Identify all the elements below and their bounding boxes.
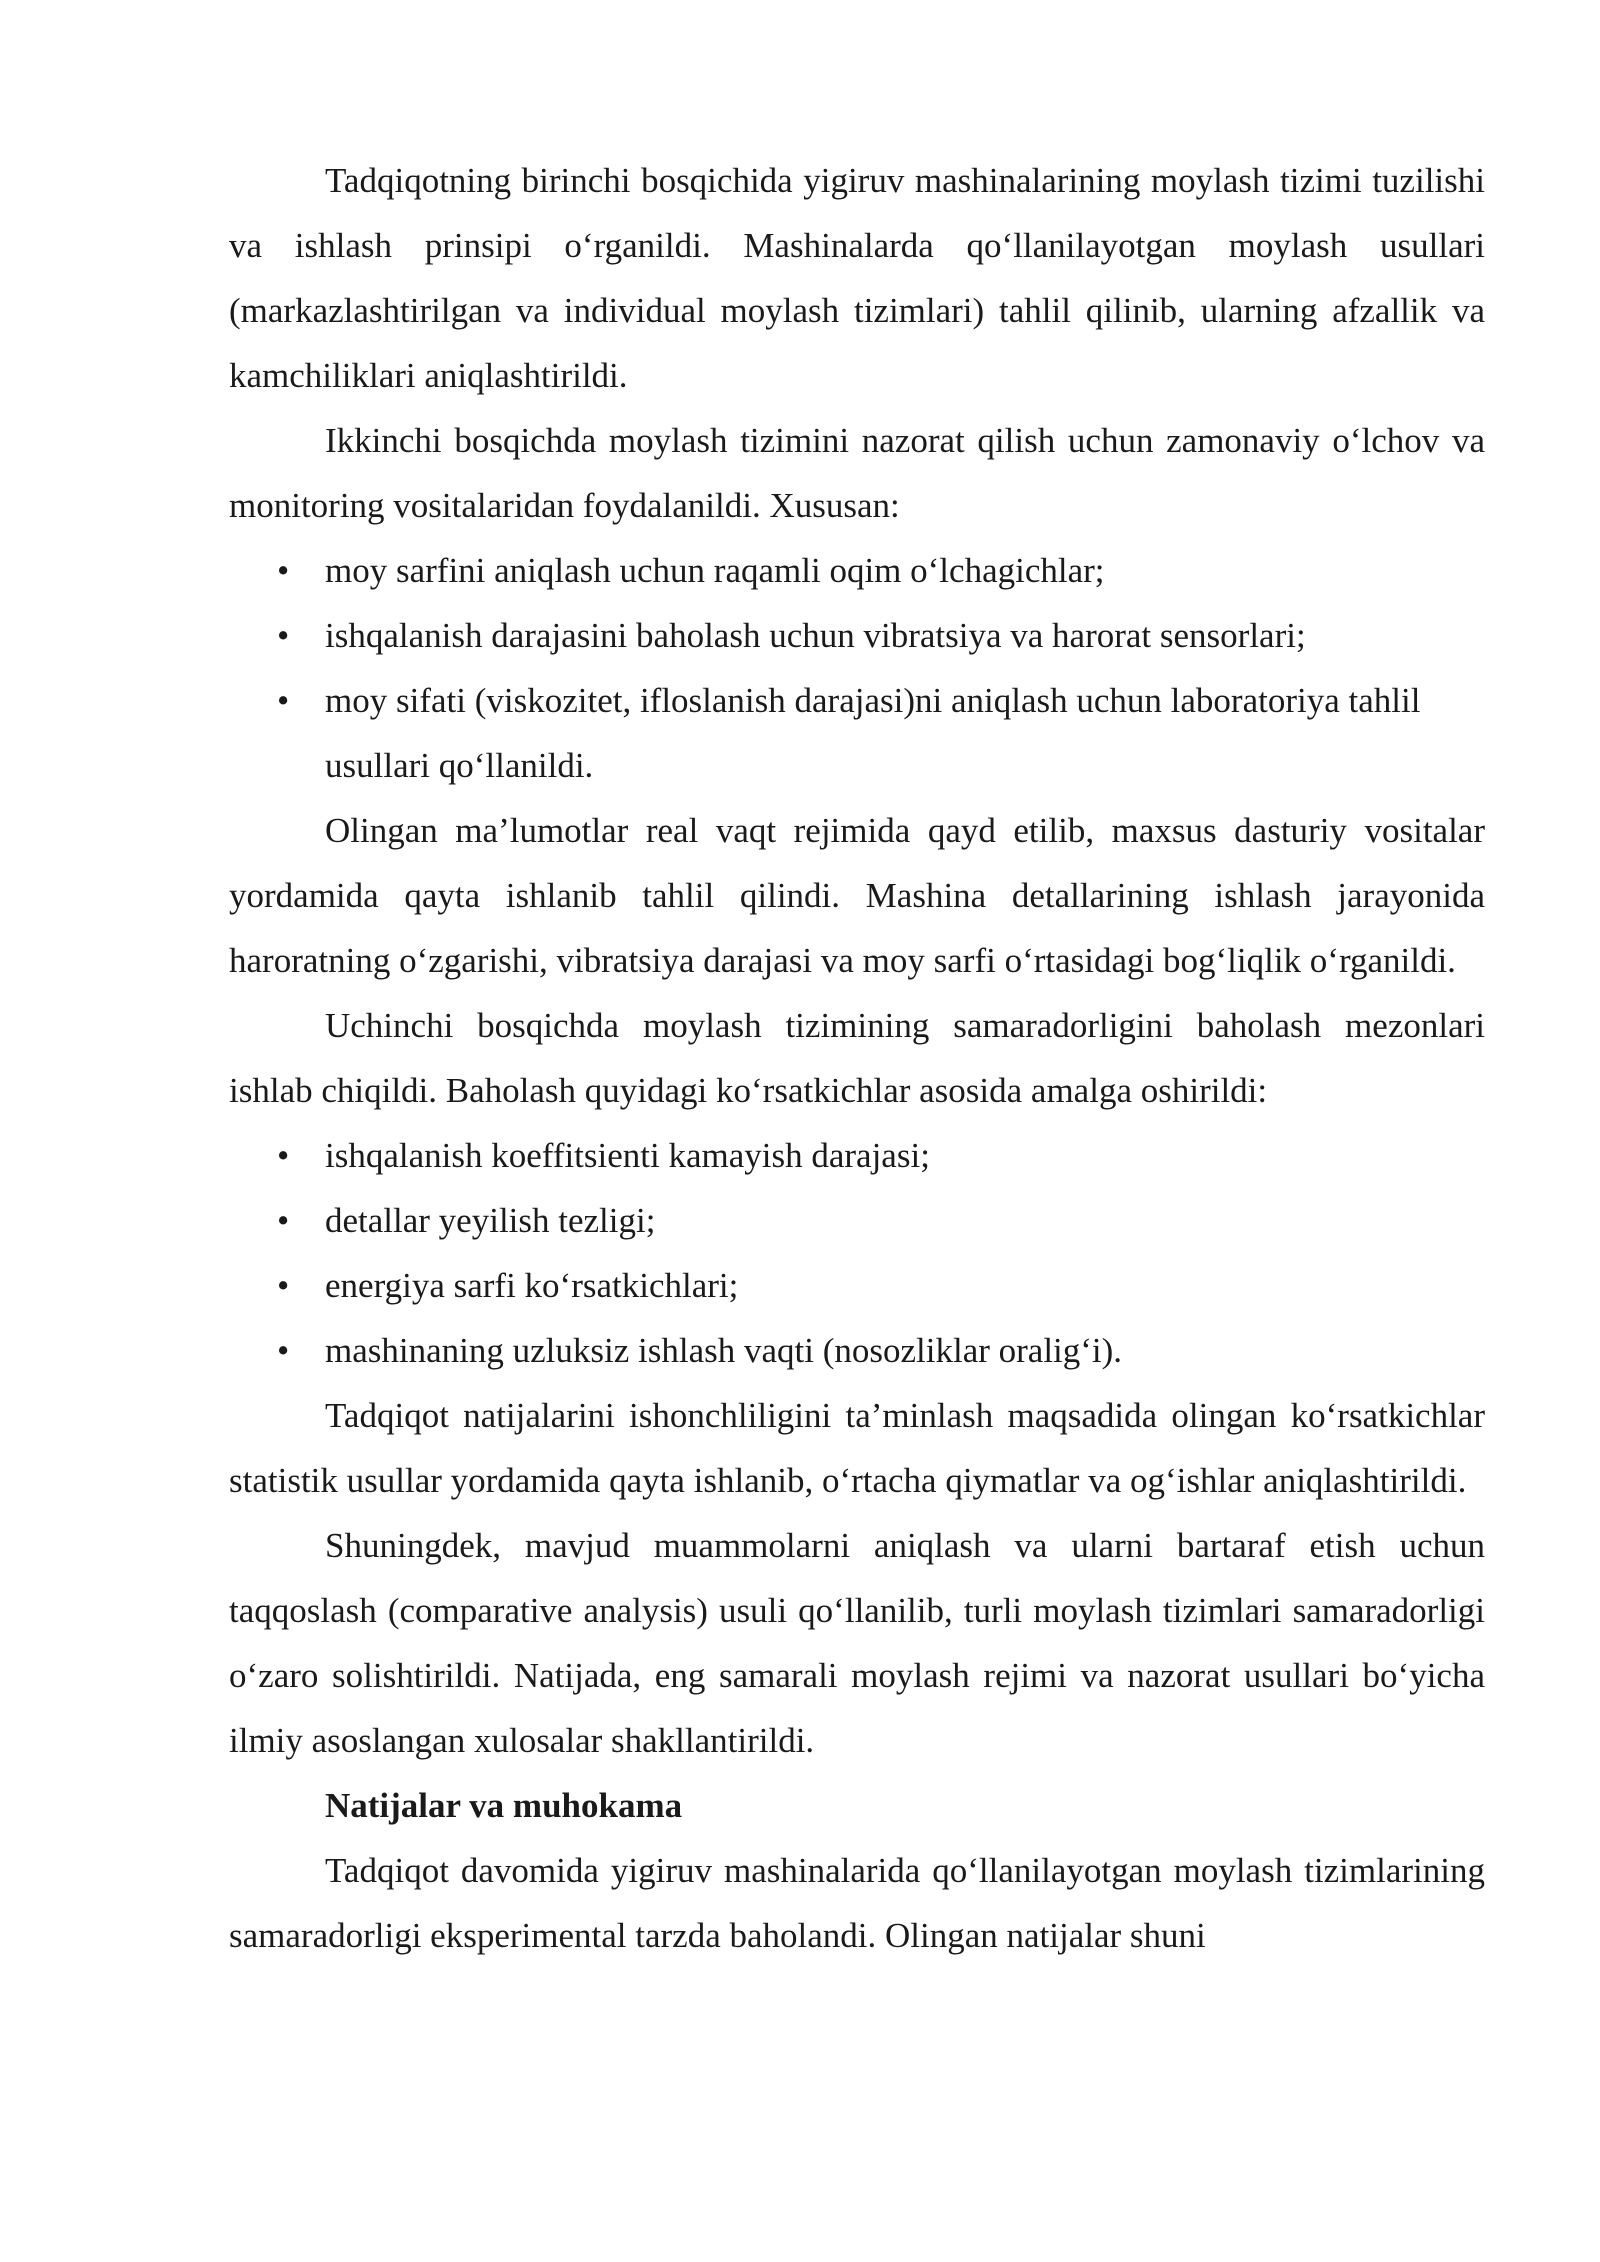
- list-item: [229, 538, 1485, 603]
- paragraph-stage-one: Tadqiqotning birinchi bosqichida yigiruv mashinalarining moylash tizimi tuzilishi va ishlash prinsipi o‘rganildi. Mashinalarda qo‘llanilayotgan moylash usullari (markazlashtirilgan va individual moylash tizimlari) tahlil qilinib, ularning afzallik va kamchiliklari aniqlashtirildi.: [229, 161, 1485, 395]
- list-item-text: detallar yeyilish tezligi;: [325, 1201, 656, 1240]
- list-item-text: mashinaning uzluksiz ishlash vaqti (nosozliklar oralig‘i).: [325, 1331, 1123, 1370]
- list-item: [229, 1123, 1485, 1188]
- bullet-icon: •: [277, 1331, 290, 1370]
- list-item: [229, 1318, 1485, 1383]
- paragraph-statistics: Tadqiqot natijalarini ishonchliligini ta’minlash maqsadida olingan ko‘rsatkichlar statistik usullar yordamida qayta ishlanib, o‘rtacha qiymatlar va og‘ishlar aniqlashtirildi.: [229, 1396, 1485, 1500]
- list-item: [229, 603, 1485, 668]
- monitoring-tools-list: [229, 538, 1485, 798]
- document-body: [229, 148, 1485, 1968]
- bullet-icon: •: [277, 1201, 290, 1240]
- bullet-icon: •: [277, 616, 290, 655]
- list-item-text: ishqalanish koeffitsienti kamayish darajasi;: [325, 1136, 930, 1175]
- list-item: [229, 668, 1485, 798]
- paragraph-results-intro: Tadqiqot davomida yigiruv mashinalarida qo‘llanilayotgan moylash tizimlarining samaradorligi eksperimental tarzda baholandi. Olingan natijalar shuni: [229, 1851, 1485, 1955]
- section-heading: Natijalar va muhokama: [325, 1786, 683, 1825]
- bullet-icon: •: [277, 1136, 290, 1175]
- list-item-text: ishqalanish darajasini baholash uchun vibratsiya va harorat sensorlari;: [325, 616, 1306, 655]
- paragraph-stage-two: Ikkinchi bosqichda moylash tizimini nazorat qilish uchun zamonaviy o‘lchov va monitoring vositalaridan foydalanildi. Xususan:: [229, 421, 1485, 525]
- bullet-icon: •: [277, 681, 290, 720]
- list-item-text: moy sarfini aniqlash uchun raqamli oqim o‘lchagichlar;: [325, 551, 1105, 590]
- bullet-icon: •: [277, 1266, 290, 1305]
- bullet-icon: •: [277, 551, 290, 590]
- evaluation-criteria-list: [229, 1123, 1485, 1383]
- paragraph-comparative-analysis: Shuningdek, mavjud muammolarni aniqlash va ularni bartaraf etish uchun taqqoslash (comparative analysis) usuli qo‘llanilib, turli moylash tizimlari samaradorligi o‘zaro solishtirildi. Natijada, eng samarali moylash rejimi va nazorat usullari bo‘yicha ilmiy asoslangan xulosalar shakllantirildi.: [229, 1526, 1485, 1760]
- list-item: [229, 1253, 1485, 1318]
- list-item-text: energiya sarfi ko‘rsatkichlari;: [325, 1266, 739, 1305]
- list-item-text: moy sifati (viskozitet, ifloslanish darajasi)ni aniqlash uchun laboratoriya tahlil usullari qo‘llanildi.: [325, 681, 1421, 785]
- list-item: [229, 1188, 1485, 1253]
- paragraph-data-processing: Olingan ma’lumotlar real vaqt rejimida qayd etilib, maxsus dasturiy vositalar yordamida qayta ishlanib tahlil qilindi. Mashina detallarining ishlash jarayonida haroratning o‘zgarishi, vibratsiya darajasi va moy sarfi o‘rtasidagi bog‘liqlik o‘rganildi.: [229, 811, 1485, 980]
- paragraph-stage-three: Uchinchi bosqichda moylash tizimining samaradorligini baholash mezonlari ishlab chiqildi. Baholash quyidagi ko‘rsatkichlar asosida amalga oshirildi:: [229, 1006, 1485, 1110]
